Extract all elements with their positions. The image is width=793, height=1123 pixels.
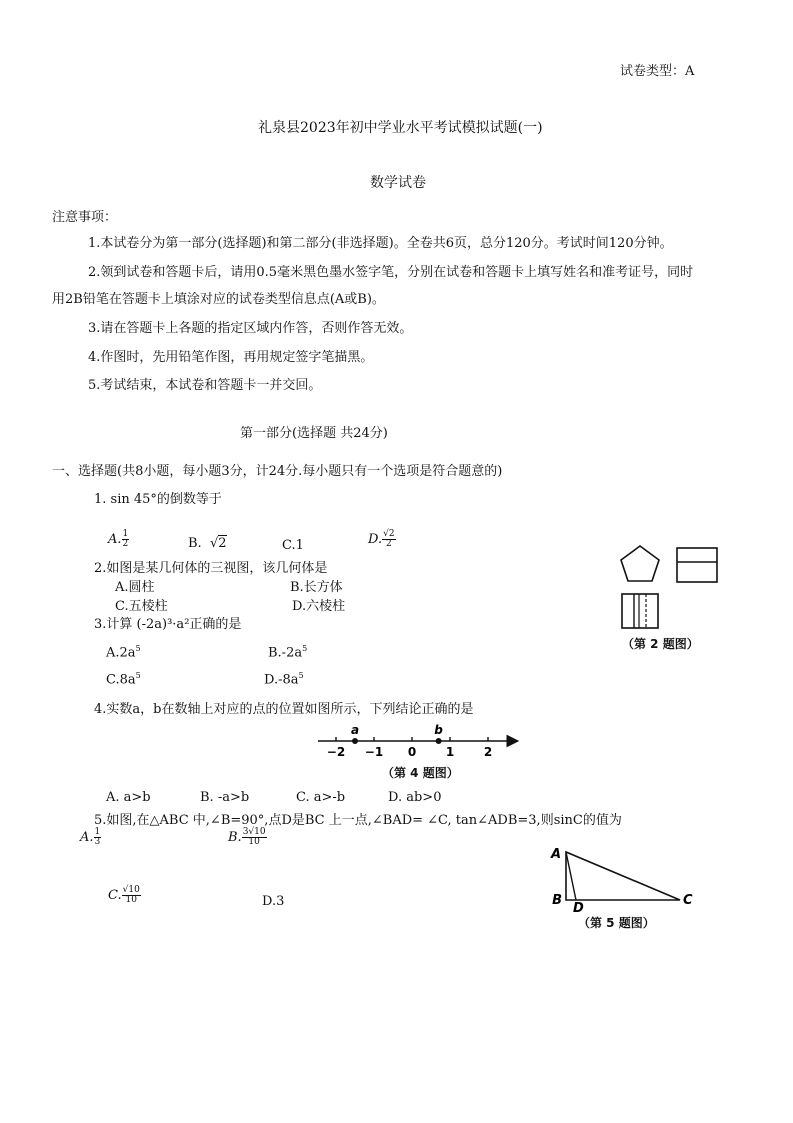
q3-option-a: $A.2a^5$ bbox=[106, 644, 141, 661]
q5-option-c: C. $\frac{√10}{10}$ bbox=[108, 885, 140, 905]
q4-option-d: D. ab>0 bbox=[388, 790, 442, 805]
pentagon-view bbox=[621, 546, 659, 581]
q5-stem: 5.如图,在△ABC 中,∠B=90°,点D是BC 上一点,∠BAD= ∠C, tan∠ADB=3,则sinC的值为 bbox=[94, 813, 622, 828]
exam-subtitle: 数学试卷 bbox=[370, 175, 426, 191]
q4-option-c: C. a>-b bbox=[296, 790, 346, 805]
q1-option-c: C.1 bbox=[282, 538, 304, 553]
segment-ad bbox=[566, 852, 576, 900]
q2-option-c: C.五棱柱 bbox=[115, 599, 168, 614]
q3-option-c: $C.8a^5$ bbox=[106, 671, 141, 688]
tick-label: −2 bbox=[326, 745, 346, 759]
notes-heading: 注意事项： bbox=[52, 210, 118, 225]
note-item: 3.请在答题卡上各题的指定区域内作答，否则作答无效。 bbox=[88, 321, 413, 336]
note-item: 4.作图时，先用铅笔作图，再用规定签字笔描黑。 bbox=[88, 350, 374, 365]
side-view bbox=[622, 594, 658, 628]
triangle-abc bbox=[566, 852, 680, 900]
q5-triangle-figure bbox=[548, 842, 698, 914]
q2-stem: 2.如图是某几何体的三视图，该几何体是 bbox=[94, 561, 328, 576]
q5-option-d: D.3 bbox=[262, 894, 285, 909]
note-item: 2.领到试卷和答题卡后，请用0.5毫米黑色墨水签字笔，分别在试卷和答题卡上填写姓名和准考证号，同时 bbox=[88, 265, 694, 280]
exam-title: 礼泉县2023年初中学业水平考试模拟试题(一) bbox=[258, 120, 543, 136]
q2-option-d: D.六棱柱 bbox=[292, 599, 346, 614]
note-item: 1.本试卷分为第一部分(选择题)和第二部分(非选择题)。全卷共6页，总分120分。考试时间120分钟。 bbox=[88, 236, 673, 251]
q5-option-b: B. $\frac{3√10}{10}$ bbox=[228, 827, 266, 847]
q1-option-d: D. $\frac{√2}{2}$ bbox=[368, 529, 395, 549]
label-c: C bbox=[683, 893, 693, 908]
q2-three-views-figure bbox=[610, 540, 730, 632]
q5-option-a: A. $\frac{1}{3}$ bbox=[80, 827, 101, 847]
point-a-label: a bbox=[350, 724, 360, 737]
label-a: A bbox=[550, 847, 561, 862]
q3-option-b: $B.-2a^5$ bbox=[268, 644, 308, 661]
tick-label: −1 bbox=[364, 745, 384, 759]
q2-option-b: B.长方体 bbox=[290, 580, 343, 595]
q1-option-b: B. √2 bbox=[188, 536, 227, 551]
q4-option-a: A. a>b bbox=[106, 790, 151, 805]
point-a bbox=[352, 738, 358, 744]
q5-caption: （第 5 题图） bbox=[578, 916, 655, 930]
tick-label: 0 bbox=[407, 745, 417, 759]
note-item: 用2B铅笔在答题卡上填涂对应的试卷类型信息点(A或B)。 bbox=[52, 292, 385, 307]
paper-type: 试卷类型：A bbox=[620, 64, 695, 79]
top-view bbox=[677, 548, 717, 582]
q1-stem: 1. sin 45°的倒数等于 bbox=[94, 492, 222, 507]
note-item: 5.考试结束，本试卷和答题卡一并交回。 bbox=[88, 378, 322, 393]
tick-label: 2 bbox=[483, 745, 493, 759]
label-b: B bbox=[552, 893, 562, 908]
q3-option-d: $D.-8a^5$ bbox=[264, 671, 304, 688]
q1-option-a: A. $\frac{1}{2}$ bbox=[108, 529, 129, 549]
point-b bbox=[436, 738, 442, 744]
part1-heading: 第一部分(选择题 共24分) bbox=[240, 426, 388, 441]
q4-caption: （第 4 题图） bbox=[382, 766, 459, 780]
q2-caption: （第 2 题图） bbox=[622, 637, 699, 651]
q2-option-a: A.圆柱 bbox=[115, 580, 155, 595]
q4-option-b: B. -a>b bbox=[200, 790, 250, 805]
section-heading: 一、选择题(共8小题，每小题3分，计24分.每小题只有一个选项是符合题意的) bbox=[52, 464, 503, 479]
point-b-label: b bbox=[434, 724, 443, 737]
tick-label: 1 bbox=[445, 745, 455, 759]
q3-stem: 3.计算 (-2a)³·a²正确的是 bbox=[94, 617, 242, 632]
q4-stem: 4.实数a，b在数轴上对应的点的位置如图所示，下列结论正确的是 bbox=[94, 702, 474, 717]
label-d: D bbox=[573, 901, 584, 914]
q4-number-line bbox=[316, 724, 526, 764]
